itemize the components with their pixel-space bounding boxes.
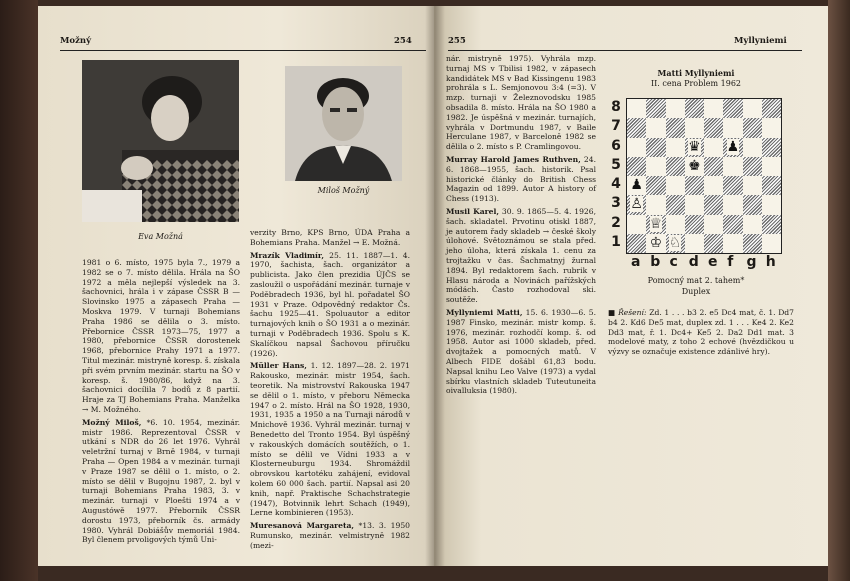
square-e4 [704,176,723,195]
entry-mozny-milos [82,418,240,545]
text-paragraph: verzity Brno, KPS Brno, ÚDA Praha a Bohemians Praha. Manžel → E. Možná. [250,228,410,247]
rank-label: 2 [611,214,621,231]
photo2-caption: Miloš Možný [317,186,370,195]
chessboard [626,98,782,254]
square-c2 [666,215,685,234]
square-c7 [666,118,685,137]
left-header-rule [60,50,426,51]
square-f6 [723,138,742,157]
square-d6 [685,138,704,157]
diagram-subtitle: II. cena Problem 1962 [650,79,741,88]
square-h1 [762,234,781,253]
square-e7 [704,118,723,137]
photo1-caption: Eva Možná [138,232,183,241]
square-e1 [704,234,723,253]
text-paragraph: nár. mistryně 1975). Vyhrála mzp. turnaj MS v Tbilisi 1982, v zápasech kandidátek MS v Bad Kissingenu 1983 prohrála s L. Semjonovou 3:4 (=3). V mzp. turnaji v Železnovodsku 1985 obsadila 8. místo. Hrála na ŠO 1980 a 1982. Je úspěšná v mezinár. turnajích, vyhrála v Dortmundu 1987, v Baile Herculane 1987, v Barceloně 1982 se dělila o 2. místo s P. Cramlingovou. [446,54,596,152]
square-h5 [762,157,781,176]
book-gutter [425,6,445,566]
square-f8 [723,99,742,118]
chess-piece-icon: ♙ [630,196,643,213]
entry-myllyniemi [446,308,596,396]
square-f5 [723,157,742,176]
file-label: d [688,254,699,270]
rank-label: 5 [611,156,621,173]
entry-musil [446,207,596,305]
rank-label: 8 [611,99,621,115]
solution-text [608,308,794,360]
left-column-1 [82,258,240,548]
entry-body: *13. 3. 1950 Rumunsko, mezinár. velmistryně 1982 (mezi- [250,521,410,550]
entry-body: 30. 9. 1865—5. 4. 1926, šach. skladatel. Prvotinu otiskl 1887, je autorem řady skladeb → české školy úlohové. Světoznámou se stala před. jeho úloha, která získala 1. cenu za trojtažku v čas. Šachmatnyj žurnal 1894. Byl redaktorem šach. rubrik v Hlasu národa a Novinách pařížských módách. Často rozhodoval ski. soutěže. [446,206,597,305]
chess-piece-icon: ♘ [668,234,682,251]
square-e8 [704,99,723,118]
entry-headword: Muresanová Margareta, [250,521,355,531]
square-c3 [666,195,685,214]
chess-piece-icon: ♕ [649,215,663,232]
square-f1 [723,234,742,253]
rank-label: 6 [611,137,621,154]
portrait-man-image [285,66,402,181]
square-e6 [704,138,723,157]
photo-milos-mozny [285,66,402,181]
square-b3 [646,195,665,214]
rank-label: 4 [611,176,621,192]
file-label: a [631,254,641,270]
square-d1 [685,234,704,253]
left-column-2 [250,228,410,554]
right-page [434,6,828,566]
entry-body: 24. 6. 1868—1955, šach. historik. Psal historické články do British Chess Magazin od 1899. Autor A history of Chess (1913). [446,154,596,204]
left-page [38,6,440,566]
book-cover-edge-right [828,0,850,581]
square-a7 [627,118,646,137]
entry-headword: Mrazík Vladimír, [250,250,325,260]
square-f7 [723,118,742,137]
right-running-head: Myllyniemi [734,36,787,46]
text-paragraph: 1981 o 6. místo, 1975 byla 7., 1979 a 1982 se o 7. místo dělila. Hrála na ŠO 1972 a měla nejlepší výsledek na 3. šachovnici, hrála i v zápase ČSSR B — Slovinsko 1975 a zápasech Praha — Moskva 1979. V turnaji Bohemians Praha 1986 se dělila o 3. místo. Přebornice ČSSR 1973—75, 1977 a 1980, přebornice ČSSR dorostenek 1968, přebornice Prahy 1971 a 1977. Titul mezinár. mistryně koresp. š. získala při svém prvním mezinár. startu na ŠO v koresp. š. 1980/86, když na 3. šachovnici docílila 7 bodů z 8 partií. Hraje za TJ Bohemians Praha. Manželka → M. Možného. [82,258,240,414]
square-g7 [743,118,762,137]
square-d3 [685,195,704,214]
square-f2 [723,215,742,234]
entry-murray [446,155,596,204]
square-b6 [646,138,665,157]
entry-mrazik [250,251,410,359]
square-g3 [743,195,762,214]
file-label: f [727,254,734,270]
square-c6 [666,138,685,157]
square-d7 [685,118,704,137]
diagram-caption-stipulation: Pomocný mat 2. tahem* [647,276,745,285]
square-c4 [666,176,685,195]
square-a6 [627,138,646,157]
diagram-caption-duplex: Duplex [681,287,711,296]
square-d2 [685,215,704,234]
square-a4 [627,176,646,195]
diagram-title: Matti Myllyniemi [657,68,735,78]
book-cover-edge-left [0,0,38,581]
file-label: e [708,254,718,270]
portrait-woman-image [82,60,239,222]
chess-piece-icon: ♛ [688,138,701,155]
square-c5 [666,157,685,176]
square-f4 [723,176,742,195]
square-g4 [743,176,762,195]
square-b8 [646,99,665,118]
right-column-1 [446,54,596,399]
square-e2 [704,215,723,234]
square-e3 [704,195,723,214]
file-label: g [746,254,757,270]
square-g2 [743,215,762,234]
square-d5 [685,157,704,176]
solution-body: Zd. 1 . . . b3 2. e5 Dc4 mat, č. 1. Dd7 b4 2. Kd6 De5 mat, duplex zd. 1 . . . Ke4 2. Ke2 Dd3 mat, ř. 1. Dc4+ Ke5 2. Da2 Dd1 mat. 3 modelové maty, z toho 2 echové (hvězdičkou u výzvy se označuje existence zdánlivé hry). [608,308,795,357]
square-c8 [666,99,685,118]
chess-piece-icon: ♚ [688,157,701,174]
entry-headword: Musil Karel, [446,206,499,216]
square-d8 [685,99,704,118]
file-label: b [650,254,661,270]
square-b4 [646,176,665,195]
entry-headword: Murray Harold James Ruthven, [446,154,581,164]
entry-muller [250,361,410,518]
entry-muresanova [250,521,410,550]
square-a8 [627,99,646,118]
entry-headword: Možný Miloš, [82,417,142,427]
left-page-number: 254 [394,36,412,46]
square-g8 [743,99,762,118]
file-label: c [669,254,678,270]
square-b5 [646,157,665,176]
square-d4 [685,176,704,195]
square-b2 [646,215,665,234]
square-h2 [762,215,781,234]
square-h7 [762,118,781,137]
right-page-number: 255 [448,36,466,46]
square-b1 [646,234,665,253]
rank-label: 1 [611,233,621,250]
square-h4 [762,176,781,195]
square-g1 [743,234,762,253]
solution-head: ■ Řešení: [608,308,647,317]
square-a3 [627,195,646,214]
square-b7 [646,118,665,137]
square-g6 [743,138,762,157]
entry-body: *6. 10. 1954, mezinár. mistr 1986. Reprezentoval ČSSR v utkání s NDR do 26 let 1976. Vyhrál veletržní turnaj v Brně 1984, v turnaji Praha — Open 1984 a v mezinár. turnaji v Praze 1987 se dělil o 1. místo, o 2. místo se dělil v Bugojnu 1987, 2. byl v turnaji Bohemians Praha 1983, 3. v mezinár. turnaji v Ploešti 1974 a v Augustówě 1977. Přeborník ČSSR dorostu 1973, přeborník čs. armády 1980. Vyhrál Dobiášův memoriál 1984. Byl členem prvoligových týmů Uni- [82,417,241,545]
chess-diagram [610,94,800,284]
entry-headword: Müller Hans, [250,361,307,371]
solution-paragraph [608,308,794,357]
photo-eva-mozna [82,60,239,222]
chess-piece-icon: ♟ [726,138,740,155]
rank-label: 7 [611,118,621,135]
rank-label: 3 [611,195,621,212]
square-h6 [762,138,781,157]
square-a5 [627,157,646,176]
entry-body: 1. 12. 1897—28. 2. 1971 Rakousko, mezinár. mistr 1954, šach. teoretik. Na mistrovství Rakouska 1947 se dělil o 1. místo, v přeboru Německa 1947 o 2. místo. Hrál na ŠO 1928, 1930, 1931, 1935 a 1950 a na Turnaji národů v Mnichově 1936. Vyhrál mezinár. turnaj v Benedetto del Tronto 1954. Byl úspěšný v rakouských domácích soutěžích, o 1. místo se dělil ve Vídni 1933 a v Klosterneuburgu 1934. Shromáždil obrovskou kartotéku zahájení, evidoval kolem 60 000 šach. partií. Napsal asi 20 knih, např. Praktische Schachstrategie (1947), Botvinnik lehrt Schach (1949), Lerne kombinieren (1953). [250,361,410,518]
square-a1 [627,234,646,253]
entry-body: 15. 6. 1930—6. 5. 1987 Finsko, mezinár. mistr komp. š. 1976, mezinár. rozhodčí komp. š. od 1958. Autor asi 1000 skladeb, před. dvojtažek a pomocných matů. V Albech FIDE došábl 61,83 bodu. Napsal knihu Leo Valve (1973) a vydal sbírku vlastních skladeb Tuteutuneita oivalluksia (1980). [446,307,597,396]
square-f3 [723,195,742,214]
square-g5 [743,157,762,176]
file-label: h [765,254,776,270]
square-a2 [627,215,646,234]
square-c1 [666,234,685,253]
right-header-rule [448,50,802,51]
entry-body: 25. 11. 1887—1. 4. 1970, šachista, šach. organizátor a publicista. Jako člen prezidia ÚJČS se zasloužil o uspořádání mezinár. turnaje v Poděbradech 1936, byl hl. pořadatel ŠO 1931 v Praze. Odpovědný redaktor Čs. šachu 1925—41. Spoluautor a editor turnajových knih o ŠO 1931 a o mezinár. turnaji v Poděbradech 1936. Spolu s K. Skalíčkou napsal Šachovou příručku (1926). [250,250,410,358]
entry-headword: Myllyniemi Matti, [446,307,523,317]
chess-piece-icon: ♟ [630,177,643,193]
square-h8 [762,99,781,118]
square-e5 [704,157,723,176]
chess-piece-icon: ♔ [649,234,663,251]
left-running-head: Možný [60,36,92,46]
square-h3 [762,195,781,214]
